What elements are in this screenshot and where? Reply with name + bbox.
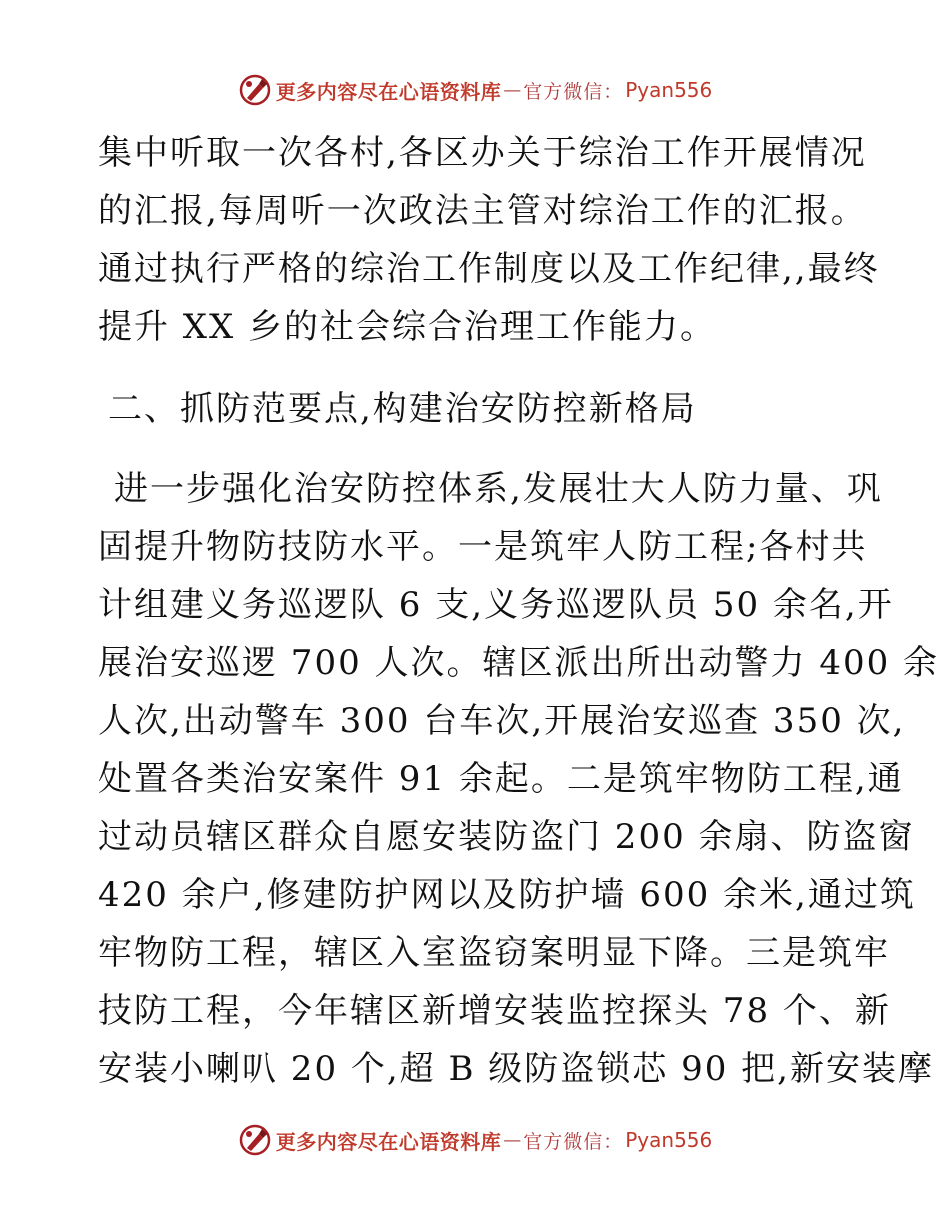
section-heading: 二、抓防范要点,构建治安防控新格局 xyxy=(108,389,697,429)
watermark-label: 官方微信： xyxy=(523,1130,624,1153)
pen-logo-icon xyxy=(238,73,272,107)
watermark-main-text: 更多内容尽在心语资料库 xyxy=(275,79,502,104)
text-line: 的汇报,每周听一次政法主管对综治工作的汇报。 xyxy=(98,191,867,231)
watermark-label: 官方微信： xyxy=(523,80,624,103)
text-line: 安装小喇叭 20 个,超 B 级防盗锁芯 90 把,新安装摩 xyxy=(98,1049,934,1089)
text-line: 技防工程，今年辖区新增安装监控探头 78 个、新 xyxy=(98,991,891,1031)
text-line: 计组建义务巡逻队 6 支,义务巡逻队员 50 余名,开 xyxy=(98,585,894,625)
text-line: 进一步强化治安防控体系,发展壮大人防力量、巩 xyxy=(114,469,883,509)
watermark-footer xyxy=(0,1120,950,1160)
text-line: 集中听取一次各村,各区办关于综治工作开展情况 xyxy=(98,133,867,173)
pen-logo-icon xyxy=(238,1123,272,1157)
text-line: 人次,出动警车 300 台车次,开展治安巡查 350 次, xyxy=(98,701,906,741)
watermark-dash: — xyxy=(503,79,522,101)
watermark-main-text: 更多内容尽在心语资料库 xyxy=(275,1129,502,1154)
document-body xyxy=(98,124,940,1098)
text-line: 420 余户,修建防护网以及防护墙 600 余米,通过筑 xyxy=(98,875,916,915)
watermark-dash: — xyxy=(503,1129,522,1151)
text-line: 过动员辖区群众自愿安装防盗门 200 余扇、防盗窗 xyxy=(98,817,915,857)
text-line: 通过执行严格的综治工作制度以及工作纪律,,最终 xyxy=(98,249,880,289)
paragraph-1 xyxy=(98,124,880,356)
paragraph-2 xyxy=(98,460,940,1098)
watermark-wechat-id: Pyan556 xyxy=(625,1128,713,1152)
watermark-wechat-id: Pyan556 xyxy=(625,78,713,102)
text-line: 提升 XX 乡的社会综合治理工作能力。 xyxy=(98,307,717,347)
watermark-header xyxy=(0,70,950,110)
text-line: 固提升物防技防水平。一是筑牢人防工程;各村共 xyxy=(98,527,868,567)
text-line: 牢物防工程，辖区入室盗窃案明显下降。三是筑牢 xyxy=(98,933,890,973)
text-line: 展治安巡逻 700 人次。辖区派出所出动警力 400 余 xyxy=(98,643,940,683)
text-line: 处置各类治安案件 91 余起。二是筑牢物防工程,通 xyxy=(98,759,904,799)
